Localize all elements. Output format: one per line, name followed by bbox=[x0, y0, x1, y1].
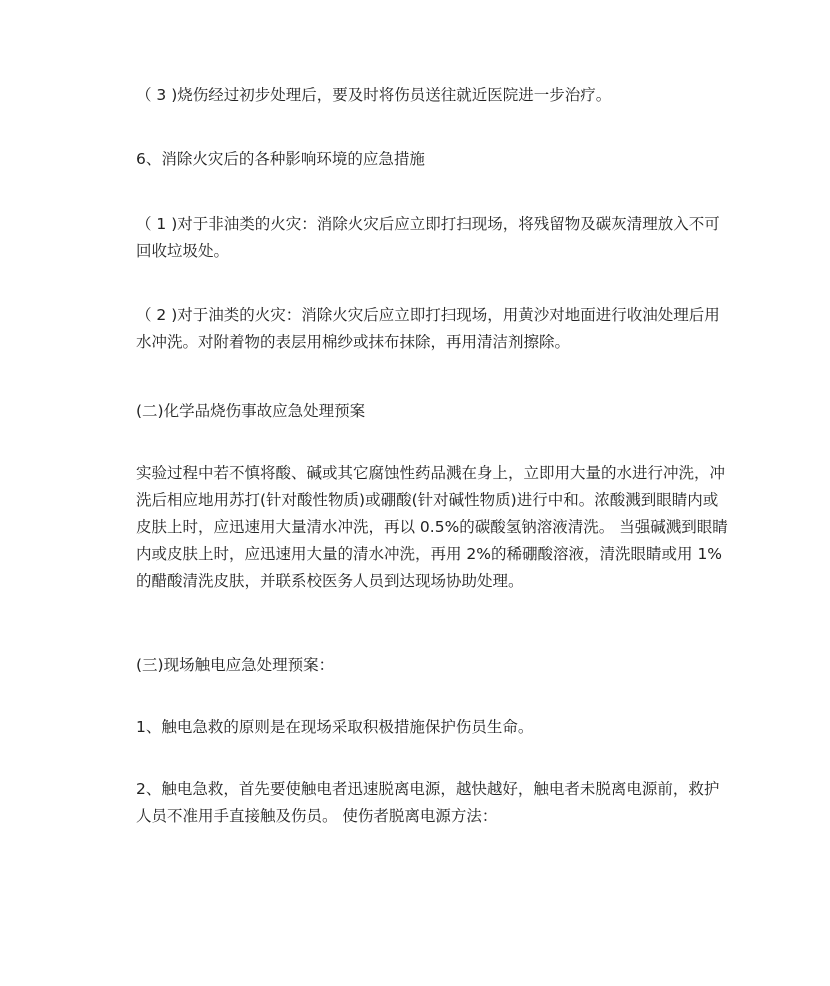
paragraph-oil-fire: （ 2 )对于油类的火灾：消除火灾后应立即打扫现场，用黄沙对地面进行收油处理后用水冲洗。对附着物的表层用棉纱或抹布抹除，再用清洁剂擦除。 bbox=[136, 306, 720, 351]
heading-electric-shock: (三)现场触电应急处理预案： bbox=[136, 656, 335, 674]
paragraph-burn-followup: （ 3 )烧伤经过初步处理后，要及时将伤员送往就近医院进一步治疗。 bbox=[136, 86, 612, 104]
paragraph-shock-first-aid: 2、触电急救，首先要使触电者迅速脱离电源，越快越好，触电者未脱离电源前，救护人员不准用手直接触及伤员。 使伤者脱离电源方法： bbox=[136, 780, 720, 825]
paragraph-chemical-burn-procedure: 实验过程中若不慎将酸、碱或其它腐蚀性药品溅在身上，立即用大量的水进行冲洗，冲洗后相应地用苏打(针对酸性物质)或硼酸(针对碱性物质)进行中和。浓酸溅到眼睛内或皮肤上时，应迅速用大量清水冲洗，再以 0.5%的碳酸氢钠溶液清洗。 当强碱溅到眼睛内或皮肤上时，应迅速用大量的清水冲洗，再用 2%的稀硼酸溶液，清洗眼睛或用 1%的醋酸清洗皮肤，并联系校医务人员到达现场协助处理。 bbox=[136, 464, 728, 590]
heading-fire-aftermath: 6、消除火灾后的各种影响环境的应急措施 bbox=[136, 150, 425, 168]
paragraph-non-oil-fire: （ 1 )对于非油类的火灾：消除火灾后应立即打扫现场，将残留物及碳灰清理放入不可回收垃圾处。 bbox=[136, 215, 720, 260]
heading-chemical-burn: (二)化学品烧伤事故应急处理预案 bbox=[136, 402, 366, 420]
paragraph-shock-principle: 1、触电急救的原则是在现场采取积极措施保护伤员生命。 bbox=[136, 718, 534, 736]
